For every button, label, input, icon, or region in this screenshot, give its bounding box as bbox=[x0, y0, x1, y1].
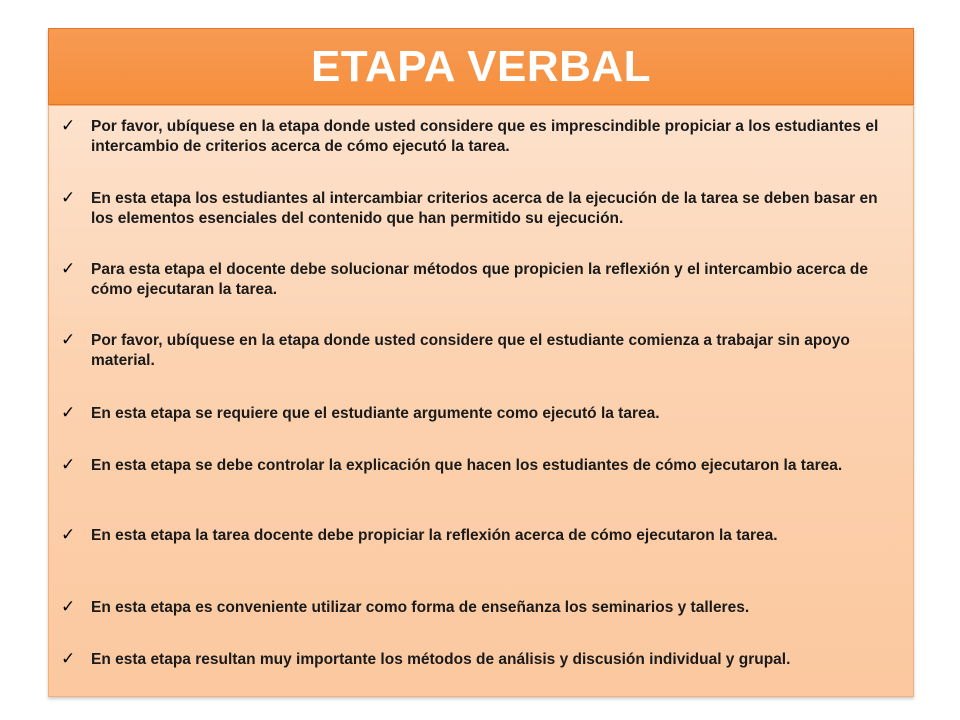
list-item bbox=[61, 404, 899, 424]
list-item bbox=[61, 650, 899, 670]
bullet-text: Para esta etapa el docente debe solucionar métodos que propicien la reflexión y el intercambio acerca de cómo ejecutaran la tarea. bbox=[91, 261, 868, 298]
list-item bbox=[61, 331, 899, 371]
checkmark-icon: ✓ bbox=[61, 649, 76, 668]
checkmark-icon: ✓ bbox=[61, 455, 76, 474]
list-item bbox=[61, 456, 899, 476]
bullet-text: En esta etapa los estudiantes al intercambiar criterios acerca de la ejecución de la tarea se deben basar en los elementos esenciales del contenido que han permitido su ejecución. bbox=[91, 190, 878, 227]
bullet-text: En esta etapa resultan muy importante los métodos de análisis y discusión individual y grupal. bbox=[91, 651, 791, 668]
checkmark-icon: ✓ bbox=[61, 116, 76, 135]
bullet-text: Por favor, ubíquese en la etapa donde usted considere que el estudiante comienza a trabajar sin apoyo material. bbox=[91, 332, 850, 369]
content-box bbox=[48, 105, 914, 697]
checkmark-icon: ✓ bbox=[61, 330, 76, 349]
slide-title: ETAPA VERBAL bbox=[310, 41, 652, 91]
list-item bbox=[61, 189, 899, 229]
checkmark-icon: ✓ bbox=[61, 259, 76, 278]
checkmark-icon: ✓ bbox=[61, 188, 76, 207]
bullet-text: En esta etapa se debe controlar la explicación que hacen los estudiantes de cómo ejecutaron la tarea. bbox=[91, 457, 843, 474]
bullet-text: En esta etapa la tarea docente debe propiciar la reflexión acerca de cómo ejecutaron la tarea. bbox=[91, 527, 778, 544]
bullet-text: En esta etapa es conveniente utilizar como forma de enseñanza los seminarios y talleres. bbox=[91, 599, 750, 616]
list-item bbox=[61, 526, 899, 546]
list-item bbox=[61, 260, 899, 300]
checkmark-icon: ✓ bbox=[61, 403, 76, 422]
bullet-text: En esta etapa se requiere que el estudiante argumente como ejecutó la tarea. bbox=[91, 405, 660, 422]
list-item bbox=[61, 598, 899, 618]
checkmark-icon: ✓ bbox=[61, 525, 76, 544]
title-bar bbox=[48, 28, 914, 105]
checkmark-icon: ✓ bbox=[61, 597, 76, 616]
list-item bbox=[61, 117, 899, 157]
bullet-text: Por favor, ubíquese en la etapa donde usted considere que es imprescindible propiciar a los estudiantes el intercambio de criterios acerca de cómo ejecutó la tarea. bbox=[91, 118, 879, 155]
